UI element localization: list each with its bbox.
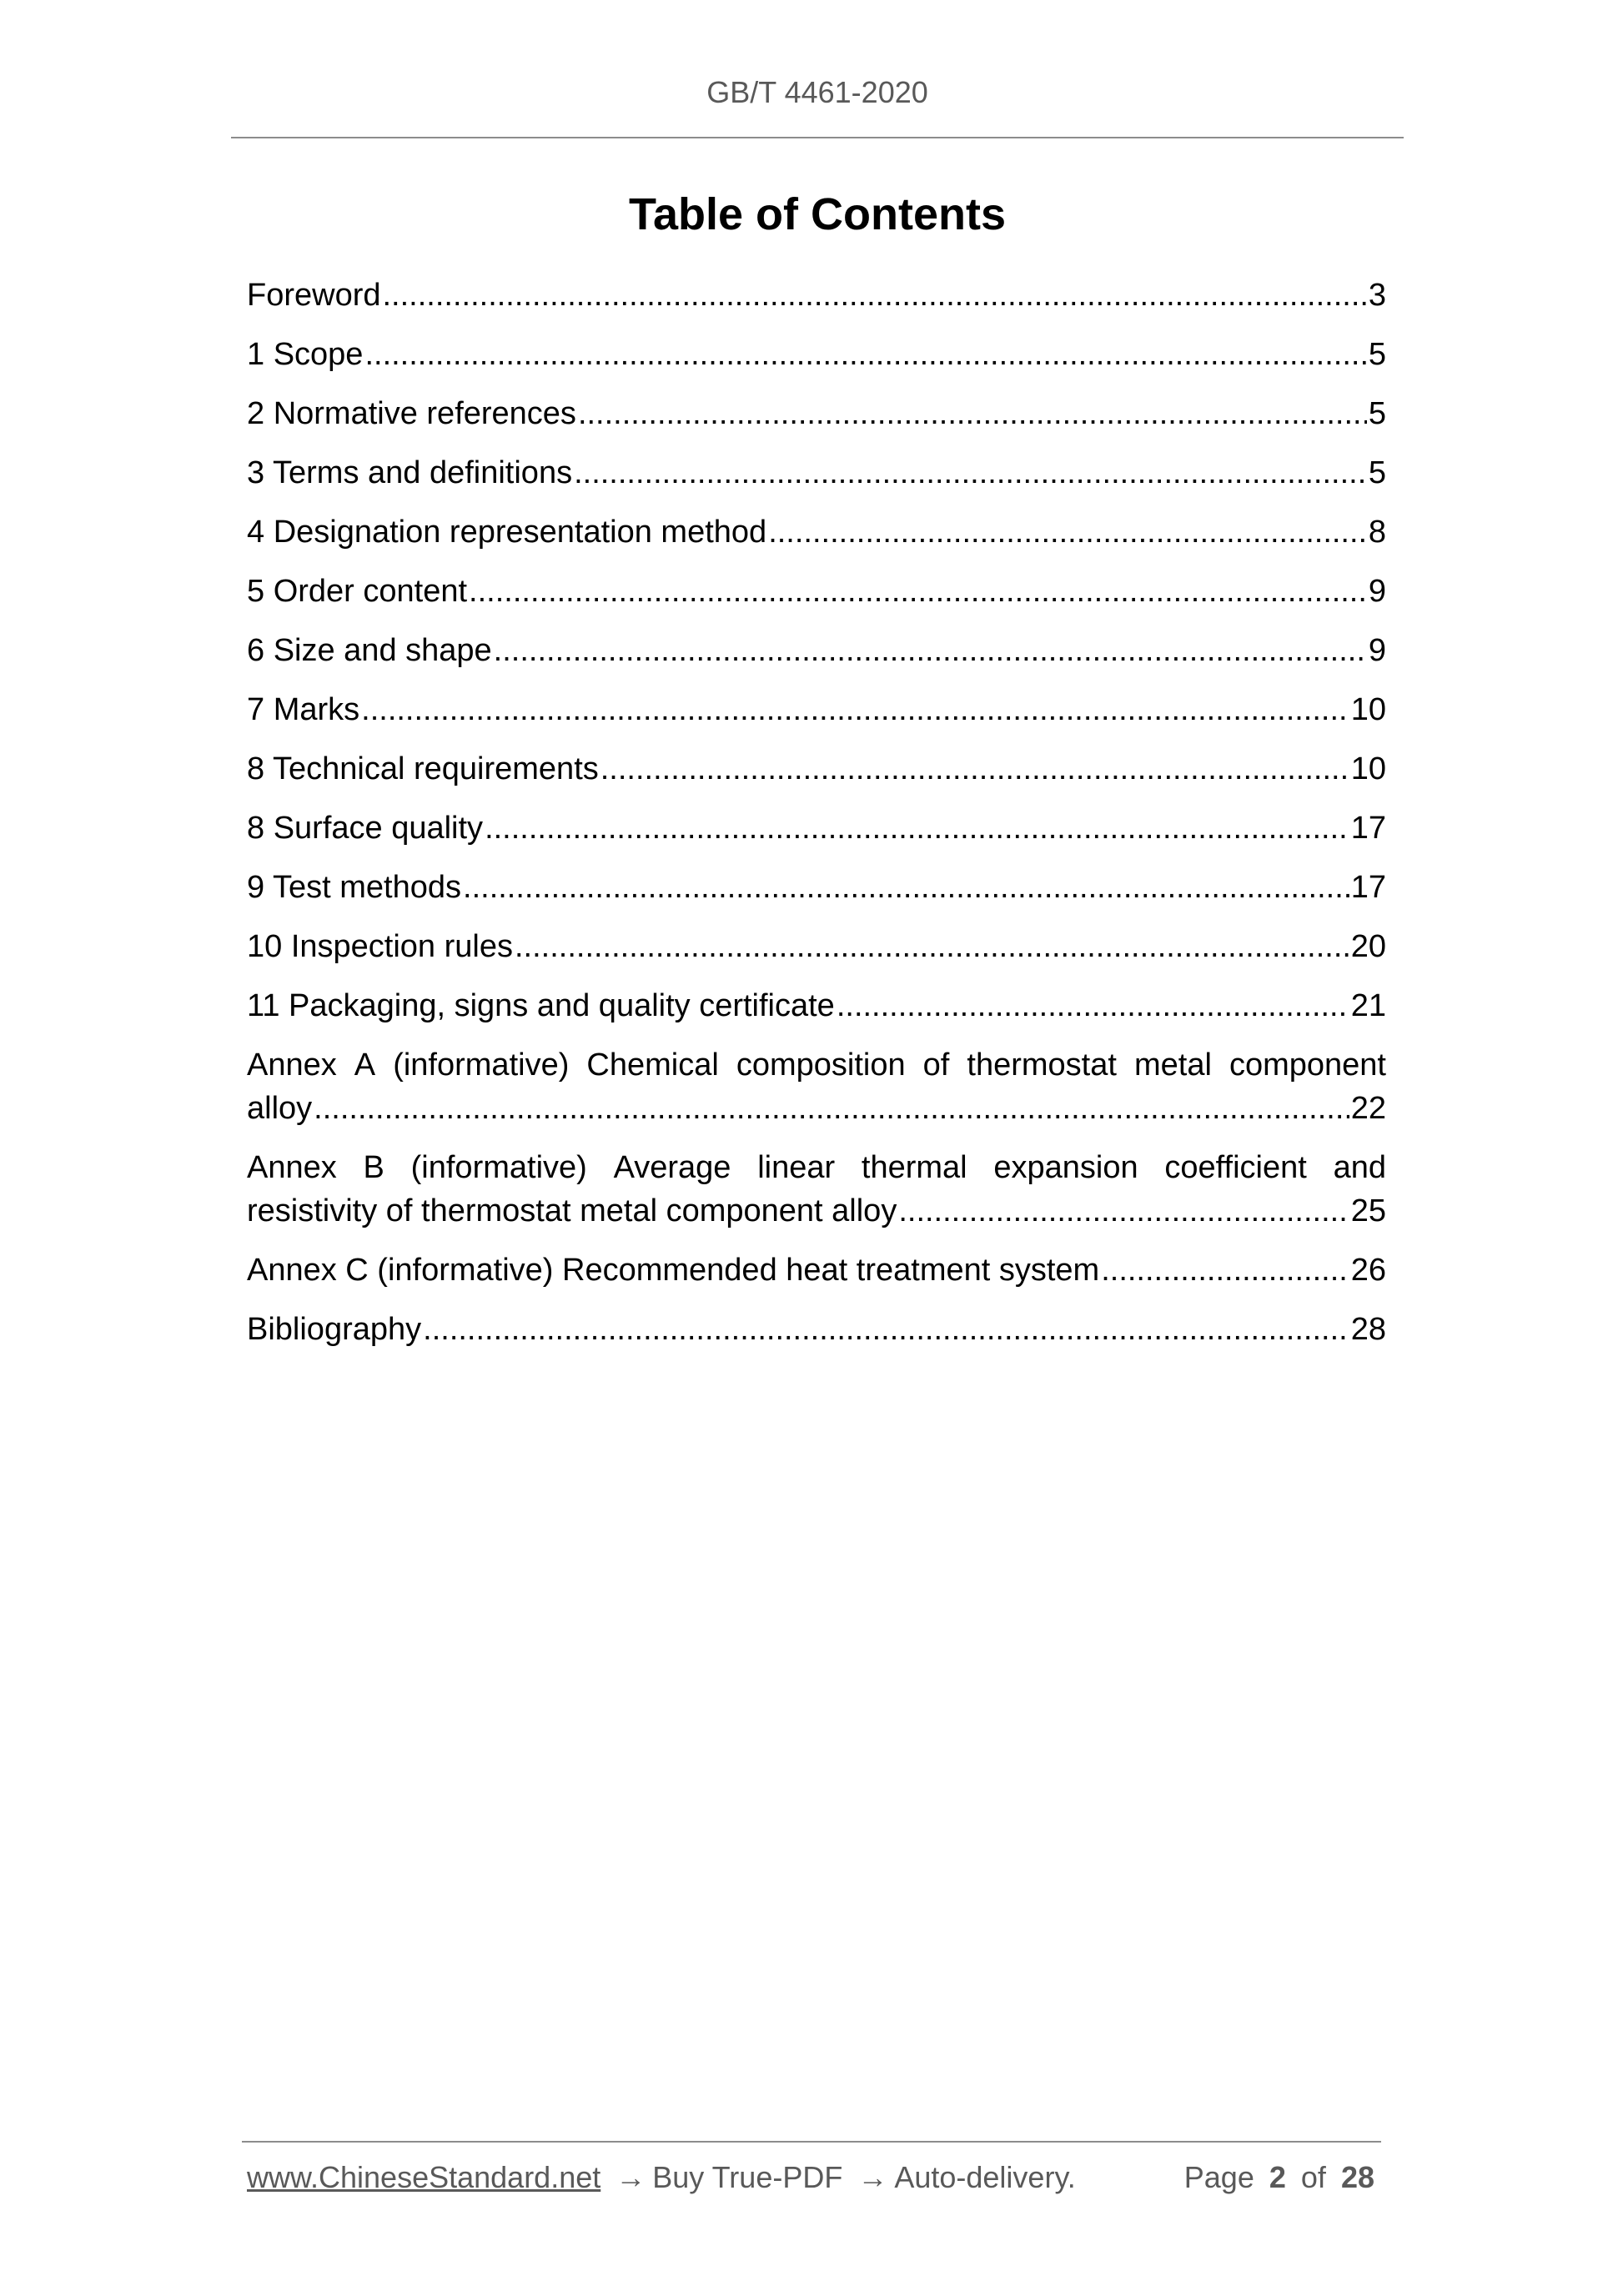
toc-entry-normative-references[interactable]	[247, 392, 1386, 435]
arrow-right-icon: →	[857, 2160, 888, 2194]
word: metal	[1133, 1048, 1212, 1083]
toc-entry-foreword[interactable]	[247, 274, 1386, 317]
dot-leader	[361, 688, 1349, 731]
toc-entry-size-and-shape[interactable]	[247, 629, 1386, 672]
toc-entry-packaging[interactable]	[247, 984, 1386, 1027]
toc-entry-test-methods[interactable]	[247, 866, 1386, 909]
toc-entry-label: Foreword	[247, 278, 381, 313]
toc-entry-page: 5	[1368, 455, 1386, 490]
word: linear	[757, 1150, 836, 1185]
total-pages: 28	[1340, 2160, 1374, 2194]
toc-entry-label: 5 Order content	[247, 574, 468, 609]
toc-entry-label-line-1	[247, 1043, 1386, 1087]
word: composition	[736, 1048, 906, 1083]
dot-leader	[578, 392, 1367, 435]
toc-entry-page: 10	[1350, 692, 1386, 727]
toc-entry-scope[interactable]	[247, 333, 1386, 376]
page-footer	[247, 2160, 1378, 2195]
toc-entry-terms-and-definitions[interactable]	[247, 451, 1386, 495]
toc-entry-label: 2 Normative references	[247, 396, 576, 431]
header-divider	[231, 137, 1404, 138]
dot-leader	[469, 570, 1367, 613]
of-word: of	[1300, 2160, 1326, 2194]
word: thermostat	[967, 1048, 1117, 1083]
dot-leader	[383, 274, 1367, 317]
toc-entry-page: 17	[1350, 811, 1386, 846]
footer-divider	[242, 2141, 1381, 2143]
word: A	[354, 1048, 376, 1083]
delivery-text: Auto-delivery.	[894, 2160, 1076, 2194]
word: Annex	[247, 1048, 337, 1083]
toc-entry-label: 9 Test methods	[247, 870, 462, 905]
toc-entry-label: 11 Packaging, signs and quality certificate	[247, 988, 835, 1023]
word: of	[922, 1048, 950, 1083]
toc-entry-order-content[interactable]	[247, 570, 1386, 613]
dot-leader	[515, 925, 1349, 968]
word: Annex	[247, 1150, 337, 1185]
page-word: Page	[1183, 2160, 1254, 2194]
toc-entry-page: 8	[1368, 515, 1386, 550]
word: and	[1333, 1150, 1386, 1185]
toc-entry-technical-requirements[interactable]	[247, 747, 1386, 791]
footer-promo	[247, 2160, 1076, 2195]
toc-entry-label-line-2: resistivity of thermostat metal component alloy	[247, 1193, 897, 1228]
toc-entry-page: 9	[1368, 574, 1386, 609]
toc-entry-label-line-2: alloy	[247, 1091, 313, 1126]
dot-leader	[837, 984, 1349, 1027]
toc-entry-bibliography[interactable]	[247, 1308, 1386, 1351]
page-counter	[1181, 2160, 1378, 2195]
toc-entry-page: 28	[1350, 1312, 1386, 1347]
dot-leader	[485, 806, 1349, 850]
toc-entry-inspection-rules[interactable]	[247, 925, 1386, 968]
word: thermal	[861, 1150, 967, 1185]
toc-entry-label: 3 Terms and definitions	[247, 455, 573, 490]
toc-title: Table of Contents	[629, 189, 1006, 239]
toc-entry-page: 26	[1350, 1253, 1386, 1288]
current-page: 2	[1269, 2160, 1286, 2194]
toc-entry-marks[interactable]	[247, 688, 1386, 731]
toc-entry-page: 5	[1368, 337, 1386, 372]
toc-entry-page: 20	[1350, 929, 1386, 964]
toc-entry-label: 1 Scope	[247, 337, 364, 372]
page-header: GB/T 4461-2020	[706, 75, 928, 109]
toc-entry-label: 6 Size and shape	[247, 633, 492, 668]
table-of-contents	[247, 274, 1386, 1367]
word: component	[1229, 1048, 1386, 1083]
toc-entry-page: 21	[1350, 988, 1386, 1023]
dot-leader	[768, 510, 1367, 554]
dot-leader	[423, 1308, 1349, 1351]
toc-entry-annex-b[interactable]	[247, 1146, 1386, 1233]
toc-entry-surface-quality[interactable]	[247, 806, 1386, 850]
dot-leader	[364, 333, 1366, 376]
toc-entry-annex-a[interactable]	[247, 1043, 1386, 1130]
word: (informative)	[410, 1150, 587, 1185]
toc-entry-page: 22	[1350, 1091, 1386, 1126]
dot-leader	[600, 747, 1349, 791]
toc-entry-page: 25	[1350, 1193, 1386, 1228]
arrow-right-icon: →	[616, 2160, 646, 2194]
toc-entry-page: 9	[1368, 633, 1386, 668]
toc-entry-page: 5	[1368, 396, 1386, 431]
toc-entry-label: 10 Inspection rules	[247, 929, 513, 964]
toc-entry-designation-representation[interactable]	[247, 510, 1386, 554]
dot-leader	[574, 451, 1367, 495]
toc-entry-label: Annex C (informative) Recommended heat treatment system	[247, 1253, 1100, 1288]
word: Average	[613, 1150, 731, 1185]
toc-entry-label: 4 Designation representation method	[247, 515, 767, 550]
toc-entry-label: Bibliography	[247, 1312, 422, 1347]
toc-entry-label-line-1	[247, 1146, 1386, 1189]
word: B	[363, 1150, 384, 1185]
dot-leader	[1101, 1248, 1349, 1292]
toc-entry-page: 10	[1350, 751, 1386, 786]
dot-leader	[463, 866, 1349, 909]
toc-entry-label: 8 Surface quality	[247, 811, 484, 846]
word: expansion	[993, 1150, 1138, 1185]
toc-entry-page: 3	[1368, 278, 1386, 313]
toc-entry-label: 7 Marks	[247, 692, 360, 727]
word: coefficient	[1164, 1150, 1307, 1185]
buy-text: Buy True-PDF	[652, 2160, 843, 2194]
toc-entry-label: 8 Technical requirements	[247, 751, 599, 786]
dot-leader	[898, 1189, 1349, 1233]
site-link[interactable]: www.ChineseStandard.net	[247, 2160, 601, 2194]
word: Chemical	[586, 1048, 719, 1083]
toc-entry-annex-c[interactable]	[247, 1248, 1386, 1292]
word: (informative)	[393, 1048, 570, 1083]
dot-leader	[314, 1087, 1349, 1130]
dot-leader	[494, 629, 1367, 672]
toc-entry-page: 17	[1350, 870, 1386, 905]
